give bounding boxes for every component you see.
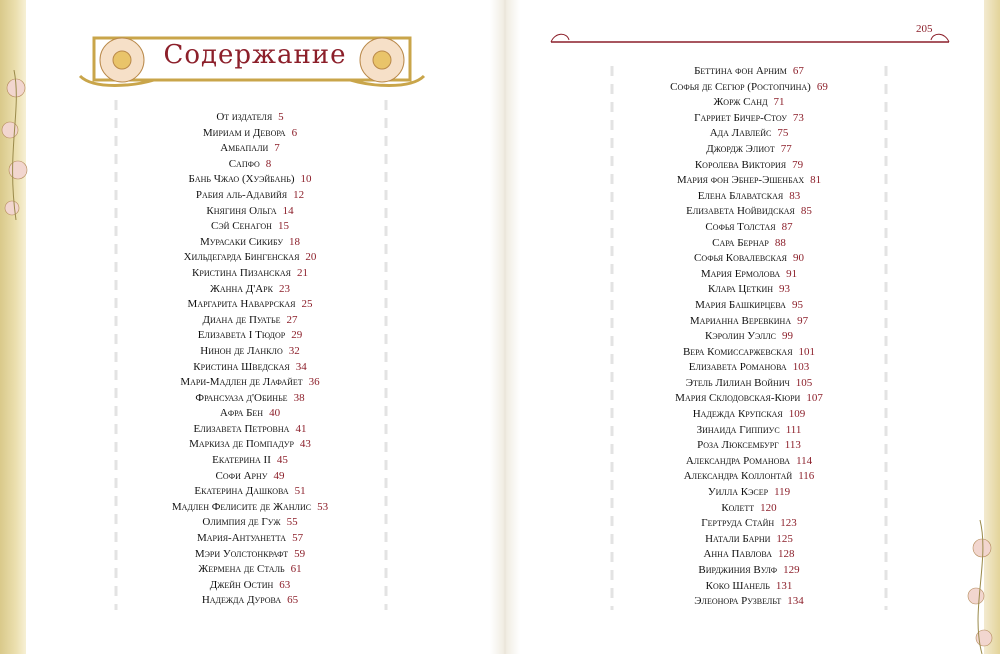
ornament-column-left-inner [374,100,398,610]
toc-entry [132,141,368,157]
toc-entry-title: Маркиза де Помпадур [189,438,294,451]
toc-entry [132,484,368,500]
book-gutter [490,0,520,654]
toc-entry-title: Софья Толстая [705,220,776,233]
toc-entry-title: Надежда Крупская [692,408,783,421]
toc-entry-title: Кристина Шведская [193,360,290,373]
toc-entry-title: Франсуаза д'Обинье [195,391,288,404]
toc-entry-title: Нинон де Ланкло [200,344,283,357]
toc-entry-page: 116 [798,470,815,483]
toc-entry-page: 71 [773,96,785,109]
toc-entry-page: 81 [810,174,822,187]
toc-entry [132,578,368,594]
toc-entry-page: 103 [792,361,810,374]
toc-entry-page: 75 [777,127,789,140]
toc-entry-page: 20 [305,251,317,264]
toc-entry [624,158,874,174]
margin-flowers-right [962,520,1000,654]
toc-entry-page: 105 [795,376,813,389]
toc-entry [624,594,874,610]
page-number: 205 [916,23,933,35]
toc-entry-title: Элеонора Рузвельт [694,595,782,608]
toc-entry-title: Маргарита Наваррская [187,298,296,311]
toc-entry [624,485,874,501]
toc-entry-page: 12 [293,188,305,201]
ornament-column-left-outer [104,100,128,610]
toc-entry-title: Ада Лавлейс [709,127,772,140]
toc-entry [132,469,368,485]
toc-entry-page: 57 [292,532,304,545]
toc-entry-title: Сэй Сенагон [211,220,272,233]
toc-entry [132,297,368,313]
toc-entry-page: 119 [774,486,791,499]
toc-entry [132,593,368,609]
toc-entry-page: 134 [787,595,804,608]
toc-entry-title: Софья де Сегюр (Ростопчина) [670,80,811,93]
toc-entry-title: Гарриет Бичер-Стоу [694,111,787,124]
toc-entry-page: 15 [277,220,289,233]
toc-entry-page: 120 [760,501,777,514]
toc-entry-page: 125 [776,532,793,545]
toc-entry-title: Вирджиния Вулф [698,564,778,576]
toc-entry-page: 107 [806,392,823,405]
toc-entry-title: Зинаида Гиппиус [696,423,780,436]
toc-entry [132,110,368,126]
toc-entry-title: Мария фон Эбнер-Эшенбах [676,174,805,187]
toc-entry-page: 18 [289,235,301,248]
toc-entry-title: Жанна Д'Арк [210,282,273,295]
toc-entry-page: 79 [792,158,804,171]
toc-entry-page: 38 [293,391,305,404]
toc-entry-page: 5 [278,111,284,123]
toc-entry [624,360,874,376]
toc-entry-title: Екатерина II [212,454,271,467]
toc-entry-title: Королева Виктория [694,158,787,171]
toc-entry-title: Екатерина Дашкова [194,485,289,498]
toc-entry [624,189,874,205]
toc-entry [624,236,874,252]
toc-entry-title: Роза Люксембург [697,439,779,452]
toc-entry-title: Сара Бернар [712,236,769,249]
toc-entry [132,344,368,360]
toc-entry-page: 14 [282,204,294,217]
toc-entry-page: 101 [798,345,816,358]
toc-entry-title: Мария Склодовская-Кюри [675,392,801,405]
toc-entry-title: Мурасаки Сикибу [199,235,284,248]
toc-entry-page: 21 [296,266,308,279]
toc-entry [624,267,874,283]
toc-entry-title: Елизавета Нойвидская [686,205,795,218]
toc-entry-title: Софья Ковалевская [694,252,787,265]
toc-entry-page: 129 [783,564,800,576]
toc-entry-title: Анна Павлова [703,548,773,561]
toc-entry-page: 109 [788,408,806,421]
toc-entry [624,314,874,330]
toc-entry [132,282,368,298]
toc-entry [132,172,368,188]
toc-entry-title: Елизавета Петровна [193,422,290,435]
toc-entry-page: 67 [792,65,804,77]
toc-entry-page: 27 [286,313,298,326]
toc-entry-title: Гертруда Стайн [701,517,775,530]
toc-entry [132,391,368,407]
toc-entry [624,64,874,80]
toc-entry-title: Афра Бен [219,407,264,420]
toc-entry-title: Джордж Элиот [706,142,775,155]
toc-entry [624,376,874,392]
toc-entry [624,298,874,314]
toc-entry-title: Софи Арну [215,469,268,482]
toc-list-right [624,64,874,610]
toc-entry-page: 10 [300,173,312,186]
toc-entry [624,142,874,158]
toc-entry-title: Елена Блаватская [697,189,784,202]
toc-entry-page: 25 [301,298,313,311]
toc-entry-page: 111 [785,423,802,436]
toc-entry-page: 95 [791,298,803,311]
toc-entry-title: Бань Чжао (Хуэйбань) [188,173,295,186]
toc-entry-title: Надежда Дурова [201,594,282,607]
toc-entry [132,157,368,173]
toc-entry-title: Александра Коллонтай [683,470,793,483]
toc-entry-page: 55 [286,516,298,529]
toc-entry [132,250,368,266]
toc-entry [132,437,368,453]
toc-entry [132,453,368,469]
toc-entry-title: Мария-Антуанетта [196,532,287,545]
margin-flowers-left [0,70,34,220]
toc-entry-title: Вера Комиссаржевская [682,345,793,358]
toc-entry [624,423,874,439]
toc-entry-page: 40 [269,407,281,420]
toc-entry [132,547,368,563]
toc-entry [132,531,368,547]
toc-entry-page: 87 [781,220,793,233]
toc-entry-title: Амбапали [220,142,269,155]
toc-entry [132,266,368,282]
toc-entry [132,500,368,516]
toc-entry [624,329,874,345]
toc-entry-title: Колетт [721,501,755,514]
toc-entry-page: 32 [288,344,300,357]
toc-entry-title: Сапфо [228,157,260,170]
toc-entry [624,516,874,532]
toc-entry [132,360,368,376]
toc-entry-title: Княгиня Ольга [206,204,277,217]
toc-entry [132,562,368,578]
toc-entry-page: 88 [774,236,786,249]
toc-entry [624,80,874,96]
toc-entry [624,579,874,595]
toc-entry-title: Жорж Санд [713,96,768,109]
toc-entry-page: 59 [294,547,306,560]
toc-entry-title: Александра Романова [685,454,791,467]
toc-entry-page: 43 [299,438,311,451]
toc-entry [132,126,368,142]
toc-entry-title: Кэролин Уэллс [704,330,777,343]
toc-entry [624,111,874,127]
toc-entry-page: 131 [775,579,793,592]
toc-entry [624,438,874,454]
toc-entry-page: 113 [784,439,801,452]
toc-entry-page: 77 [780,142,792,155]
toc-entry-page: 83 [789,189,801,202]
toc-entry-page: 45 [276,454,288,467]
toc-entry-page: 29 [291,329,303,342]
ornament-column-right-inner [600,66,624,610]
toc-entry [132,204,368,220]
toc-entry [132,422,368,438]
toc-entry-page: 8 [265,157,272,170]
toc-entry [132,328,368,344]
toc-entry [132,235,368,251]
toc-entry [624,126,874,142]
toc-entry-page: 90 [792,252,804,265]
toc-entry [624,204,874,220]
toc-entry-page: 69 [816,80,828,93]
toc-entry-page: 51 [294,485,306,498]
toc-entry [624,220,874,236]
toc-entry-title: Диана де Пуатье [202,313,281,326]
header-rule-ornament [545,26,955,48]
toc-entry-page: 23 [278,282,290,295]
toc-entry-title: Кристина Пизанская [192,266,291,279]
toc-entry [624,532,874,548]
ornament-column-right-outer [874,66,898,610]
toc-entry-title: Хильдегарда Бингенская [183,251,300,264]
toc-entry-page: 97 [797,314,809,327]
toc-entry-page: 63 [279,578,291,591]
toc-entry-page: 73 [792,111,804,124]
toc-entry-page: 114 [796,454,813,467]
toc-entry-page: 93 [779,283,791,296]
toc-entry-title: Жермена де Сталь [198,563,285,576]
toc-entry [624,282,874,298]
toc-entry-page: 99 [782,330,794,343]
toc-entry-page: 41 [295,422,307,435]
toc-entry-page: 36 [308,376,320,389]
toc-entry [624,345,874,361]
toc-entry [132,313,368,329]
toc-entry-title: Мадлен Фелисите де Жанлис [171,500,312,513]
toc-entry-title: Мария Ермолова [700,267,781,280]
toc-entry-page: 85 [800,205,812,218]
toc-entry [624,501,874,517]
toc-entry [624,547,874,563]
toc-entry-page: 53 [317,500,329,513]
toc-entry [132,406,368,422]
toc-entry-title: Беттина фон Арним [694,65,787,77]
toc-entry-title: Натали Барни [705,532,771,545]
toc-entry [624,454,874,470]
toc-entry [132,375,368,391]
toc-entry-page: 61 [290,563,302,576]
toc-list-left [132,110,368,609]
toc-entry-title: Клара Цеткин [707,283,774,296]
toc-entry-title: Елизавета I Тюдор [197,329,286,342]
toc-entry-page: 49 [273,469,285,482]
toc-entry-title: Мириам и Девора [202,126,286,139]
toc-entry-title: Марианна Веревкина [689,314,792,327]
toc-entry-page: 34 [295,360,307,373]
toc-entry-title: Мария Башкирцева [695,298,786,311]
toc-entry [624,469,874,485]
toc-entry [624,407,874,423]
toc-entry-title: От издателя [216,111,273,123]
toc-entry [624,563,874,579]
toc-entry-page: 6 [291,126,298,139]
toc-entry [624,391,874,407]
toc-entry-page: 91 [786,267,798,280]
toc-entry-page: 65 [287,594,299,607]
toc-entry-page: 128 [778,548,795,561]
toc-entry-title: Уилла Кэсер [707,486,769,499]
page-title: Содержание [163,40,347,70]
toc-entry [624,95,874,111]
toc-entry-page: 7 [274,142,280,155]
toc-entry-title: Коко Шанель [705,579,770,592]
toc-entry [132,515,368,531]
toc-entry [624,173,874,189]
toc-entry [132,188,368,204]
toc-entry-title: Елизавета Романова [688,361,787,374]
toc-entry-title: Олимпия де Гуж [202,516,281,529]
toc-entry [132,219,368,235]
toc-entry-title: Мэри Уолстонкрафт [194,547,289,560]
toc-entry-title: Этель Лилиан Войнич [685,376,790,389]
toc-entry-title: Джейн Остин [209,578,274,591]
toc-entry-title: Рабия аль-Адавийя [195,188,288,201]
toc-entry-title: Мари-Мадлен де Лафайет [180,376,303,389]
toc-entry [624,251,874,267]
toc-entry-page: 123 [780,517,797,530]
